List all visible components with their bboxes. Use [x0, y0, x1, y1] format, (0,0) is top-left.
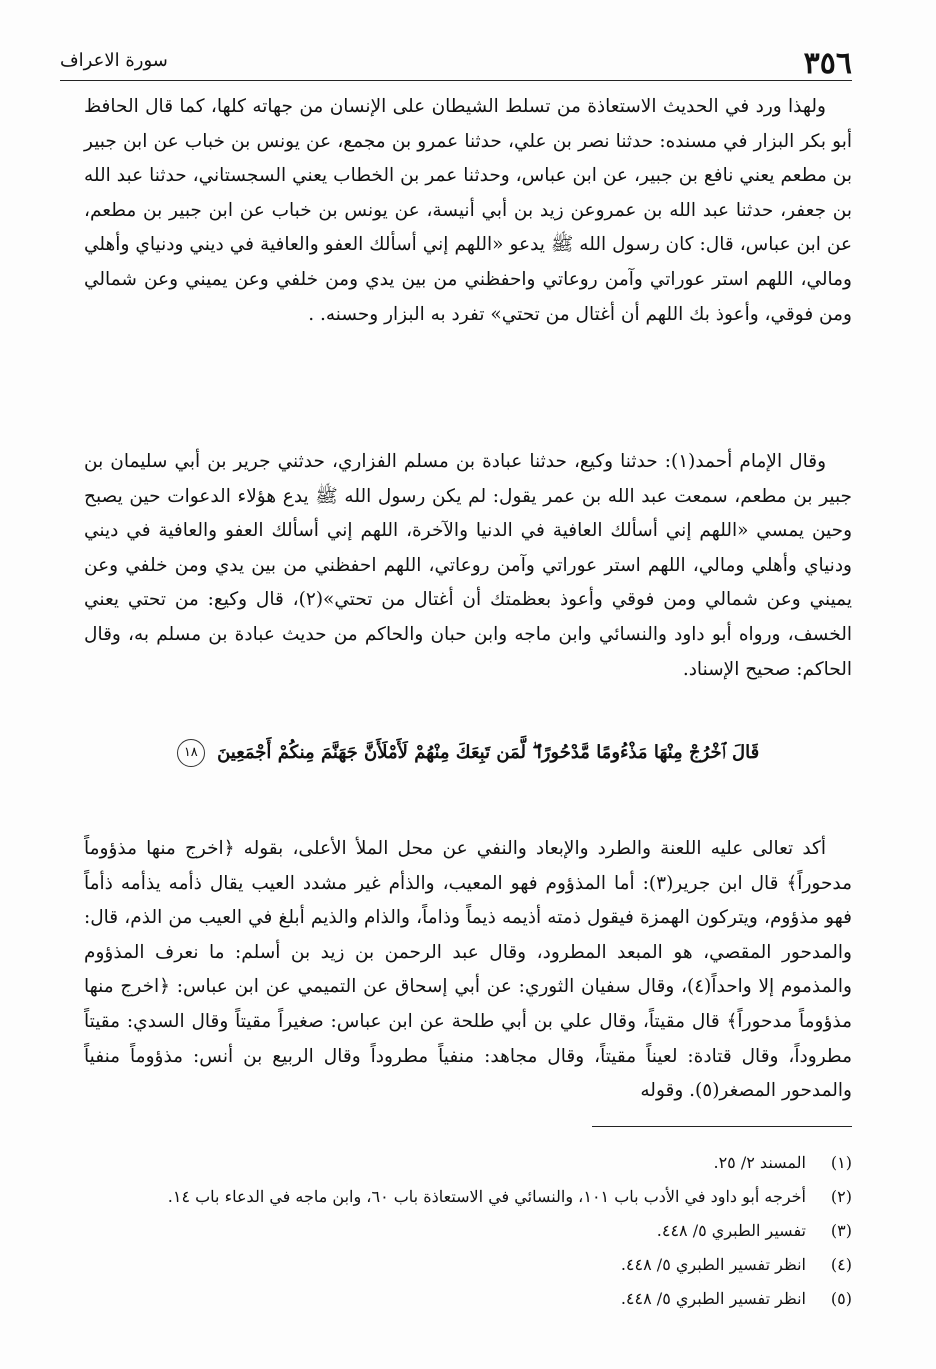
verse-text: قَالَ ٱخْرُجْ مِنْهَا مَذْءُومًا مَّدْحُورًا ۖ لَّمَن تَبِعَكَ مِنْهُمْ لَأَمْلَأَنَّ جَهَنَّمَ مِنكُمْ أَجْمَعِينَ [217, 742, 760, 763]
paragraph-2-block [84, 445, 852, 687]
footnote-number: (٥) [830, 1289, 852, 1308]
paragraph: ولهذا ورد في الحديث الاستعاذة من تسلط الشيطان على الإنسان من جهاته كلها، كما قال الحافظ أبو بكر البزار في مسنده: حدثنا نصر بن علي، حدثنا عمرو بن مجمع، عن يونس بن خباب عن ابن جبير بن مطعم يعني نافع بن جبير، عن ابن عباس، وحدثنا عمر بن الخطاب يعني السجستاني، حدثنا عبد الله بن جعفر، حدثنا عبد الله بن عمروعن زيد بن أبي أنيسة، عن يونس بن خباب عن ابن جبير بن مطعم، عن ابن عباس، قال: كان رسول الله ﷺ يدعو «اللهم إني أسألك العفو والعافية في ديني ودنياي وأهلي ومالي، اللهم استر عوراتي وآمن روعاتي واحفظني من بين يدي ومن خلفي وعن يميني وعن شمالي ومن فوقي، وأعوذ بك اللهم أن أغتال من تحتي» تفرد به البزار وحسنه. . [84, 96, 852, 325]
footnote-text: أخرجه أبو داود في الأدب باب ١٠١، والنسائي في الاستعاذة باب ٦٠، وابن ماجه في الدعاء باب ١٤. [167, 1187, 806, 1206]
paragraph-3-block [84, 832, 852, 1109]
page-number: ٣٥٦ [803, 46, 852, 81]
footnote-text: انظر تفسير الطبري ٥/ ٤٤٨. [620, 1289, 806, 1308]
quran-verse [84, 732, 852, 774]
page-header [60, 40, 852, 81]
paragraph: وقال الإمام أحمد(١): حدثنا وكيع، حدثنا عبادة بن مسلم الفزاري، حدثني جرير بن أبي سليمان بن جبير بن مطعم، سمعت عبد الله بن عمر يقول: لم يكن رسول الله ﷺ يدع هؤلاء الدعوات حين يصبح وحين يمسي «اللهم إني أسألك العافية في الدنيا والآخرة، اللهم إني أسألك العفو والعافية في ديني ودنياي وأهلي ومالي، اللهم استر عوراتي وآمن روعاتي، اللهم احفظني من بين يدي ومن خلفي وعن يميني وعن شمالي ومن فوقي وأعوذ بعظمتك أن أغتال من تحتي»(٢)، قال وكيع: من تحتي يعني الخسف، ورواه أبو داود والنسائي وابن ماجه وابن حبان والحاكم من حديث عبادة بن مسلم به، وقال الحاكم: صحيح الإسناد. [84, 451, 853, 680]
footnotes [60, 1146, 852, 1316]
footnote-item [60, 1248, 852, 1282]
footnote-number: (٤) [830, 1255, 852, 1274]
footnote-text: انظر تفسير الطبري ٥/ ٤٤٨. [620, 1255, 806, 1274]
running-title: سورة الاعراف [60, 50, 168, 71]
footnote-item [60, 1146, 852, 1180]
footnote-divider [592, 1126, 852, 1127]
footnote-item [60, 1214, 852, 1248]
footnote-number: (٣) [830, 1221, 852, 1240]
footnote-number: (٢) [830, 1187, 852, 1206]
paragraph-1-block [84, 90, 852, 332]
footnote-number: (١) [830, 1153, 852, 1172]
footnote-item [60, 1180, 852, 1214]
verse-number-marker: ١٨ [177, 739, 205, 767]
paragraph: أكد تعالى عليه اللعنة والطرد والإبعاد والنفي عن محل الملأ الأعلى، بقوله ﴿اخرج منها مذؤوماً مدحوراً﴾ قال ابن جرير(٣): أما المذؤوم فهو المعيب، والذأم غير مشدد العيب يقال ذأمه يذأمه ذأماً فهو مذؤوم، ويتركون الهمزة فيقول ذمته أذيمه ذيماً وذاماً، والذام والذيم أبلغ في العيب من الذم، قال: والمدحور المقصي، هو المبعد المطرود، وقال عبد الرحمن بن زيد بن أسلم: ما نعرف المذؤوم والمذموم إلا واحداً(٤)، وقال سفيان الثوري: عن أبي إسحاق عن التميمي عن ابن عباس: ﴿اخرج منها مذؤوماً مدحوراً﴾ قال مقيتاً، وقال علي بن أبي طلحة عن ابن عباس: صغيراً مقيتاً وقال السدي: مقيتاً مطروداً، وقال قتادة: لعيناً مقيتاً، وقال مجاهد: منفياً مطروداً وقال الربيع بن أنس: مذؤوماً منفياً والمدحور المصغر(٥). وقوله [84, 838, 852, 1102]
footnote-text: المسند ٢/ ٢٥. [713, 1153, 806, 1172]
footnote-item [60, 1282, 852, 1316]
footnote-text: تفسير الطبري ٥/ ٤٤٨. [656, 1221, 806, 1240]
